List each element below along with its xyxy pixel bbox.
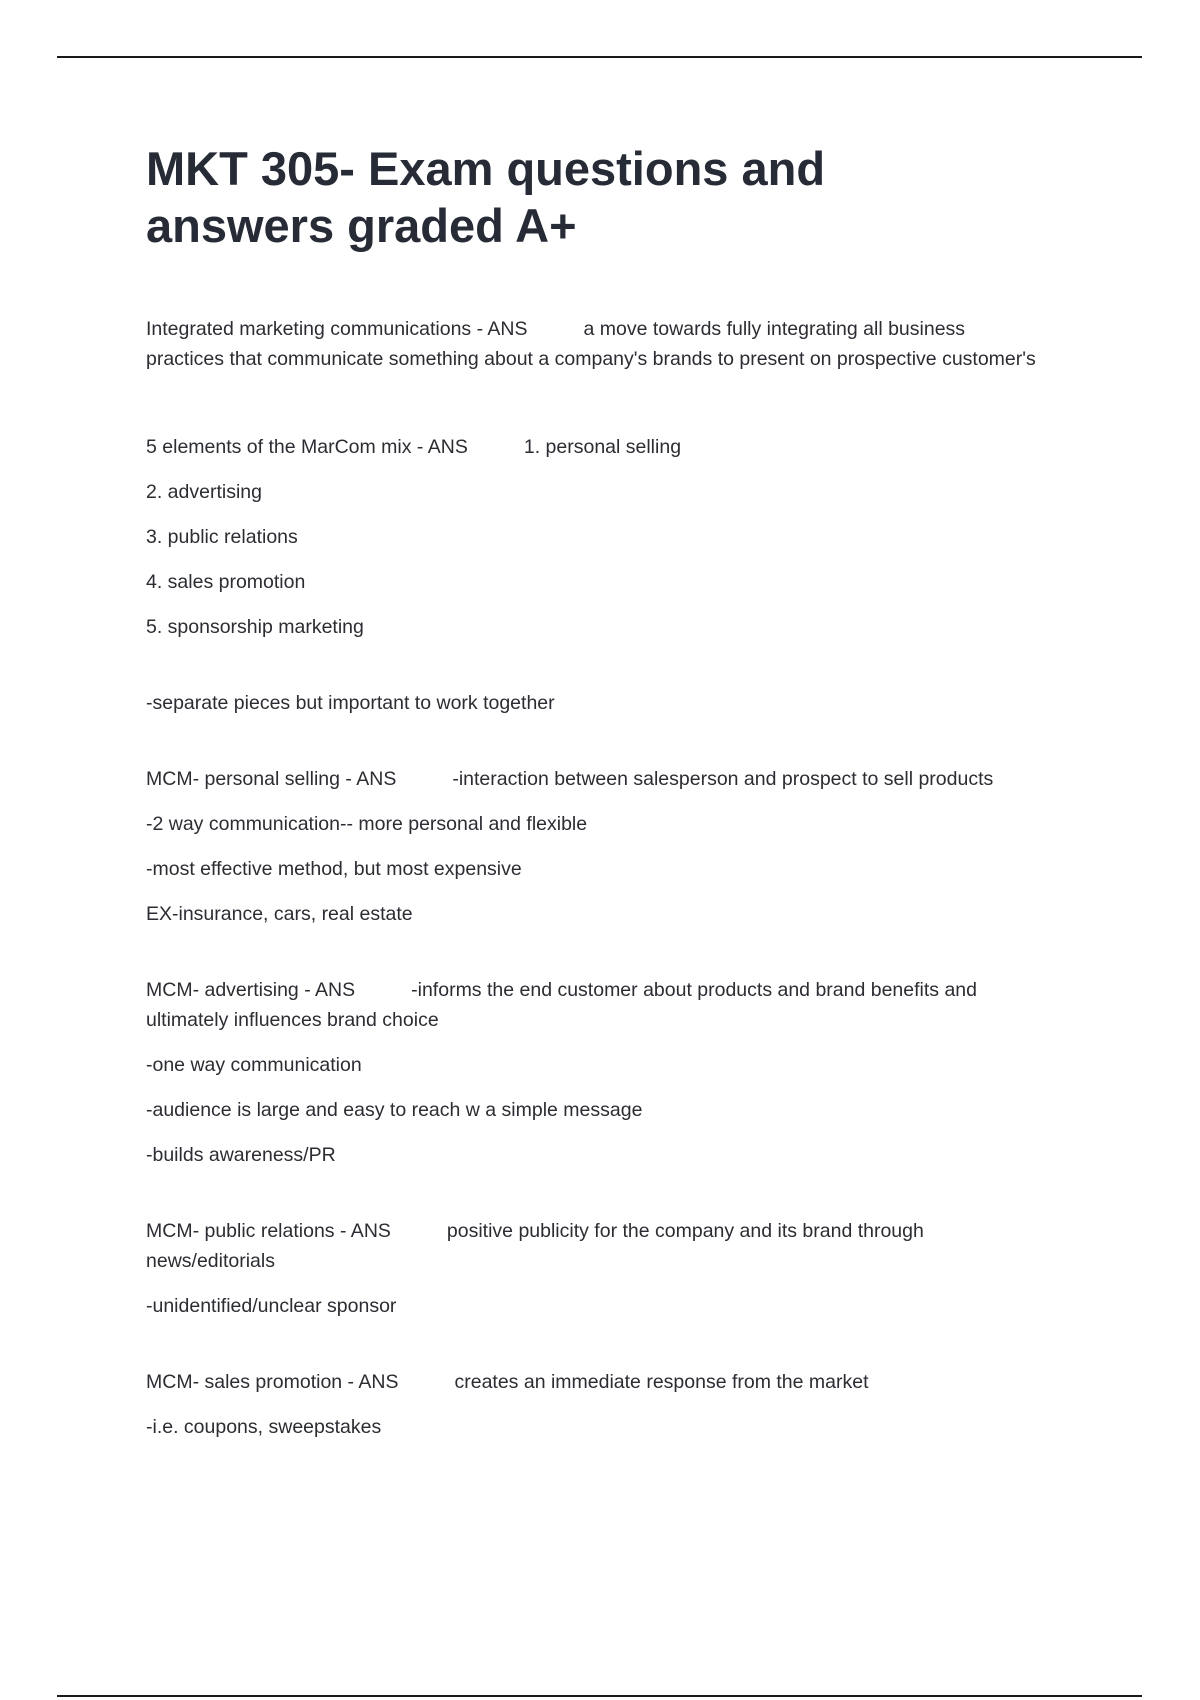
- document-title: [146, 140, 1046, 254]
- list-item: 4. sales promotion: [146, 571, 306, 593]
- bottom-rule: [57, 1695, 1142, 1697]
- term: Integrated marketing communications - ANS: [146, 318, 528, 340]
- term: MCM- personal selling - ANS: [146, 768, 397, 790]
- entry-marcom-note: [146, 688, 1046, 718]
- list-item: -unidentified/unclear sponsor: [146, 1295, 397, 1317]
- entry-public-relations: [146, 1216, 1046, 1321]
- list-item: -builds awareness/PR: [146, 1144, 336, 1166]
- list-item: EX-insurance, cars, real estate: [146, 903, 413, 925]
- term: MCM- advertising - ANS: [146, 979, 356, 1001]
- list-item: -2 way communication-- more personal and flexible: [146, 813, 588, 835]
- answer: positive publicity for the company and its brand through news/editorials: [146, 1220, 924, 1272]
- answer: a move towards fully integrating all business practices that communicate something about a company's brands to present on prospective customer's: [146, 318, 1036, 370]
- answer: creates an immediate response from the market: [454, 1371, 869, 1393]
- list-item: 3. public relations: [146, 526, 298, 548]
- entry-imc-text: [146, 314, 1046, 374]
- term: MCM- sales promotion - ANS: [146, 1371, 399, 1393]
- list-item: -i.e. coupons, sweepstakes: [146, 1416, 382, 1438]
- top-rule: [57, 56, 1142, 58]
- entry-promo-text: [146, 1367, 1046, 1397]
- term: 5 elements of the MarCom mix - ANS: [146, 436, 468, 458]
- list-item: -one way communication: [146, 1054, 362, 1076]
- entry-pr-text: [146, 1216, 1046, 1276]
- entry-sales-promotion: [146, 1367, 1046, 1442]
- term: MCM- public relations - ANS: [146, 1220, 391, 1242]
- list-item: -most effective method, but most expensive: [146, 858, 522, 880]
- document-body: [146, 140, 1046, 1442]
- answer: -interaction between salesperson and prospect to sell products: [452, 768, 994, 790]
- list-item: 2. advertising: [146, 481, 262, 503]
- entry-selling-text: [146, 764, 1046, 794]
- entry-marcom-elements: [146, 432, 1046, 642]
- answer: 1. personal selling: [523, 436, 682, 458]
- entry-advertising: [146, 975, 1046, 1170]
- list-item: 5. sponsorship marketing: [146, 616, 364, 638]
- entry-advertising-text: [146, 975, 1046, 1035]
- entry-personal-selling: [146, 764, 1046, 929]
- title-line-1: MKT 305- Exam questions and: [146, 142, 826, 195]
- note: -separate pieces but important to work together: [146, 692, 555, 714]
- title-line-2: answers graded A+: [146, 199, 577, 252]
- answer: -informs the end customer about products and brand benefits and ultimately influences brand choice: [146, 979, 977, 1031]
- entry-imc: [146, 314, 1046, 374]
- entry-marcom-text: [146, 432, 1046, 462]
- list-item: -audience is large and easy to reach w a simple message: [146, 1099, 643, 1121]
